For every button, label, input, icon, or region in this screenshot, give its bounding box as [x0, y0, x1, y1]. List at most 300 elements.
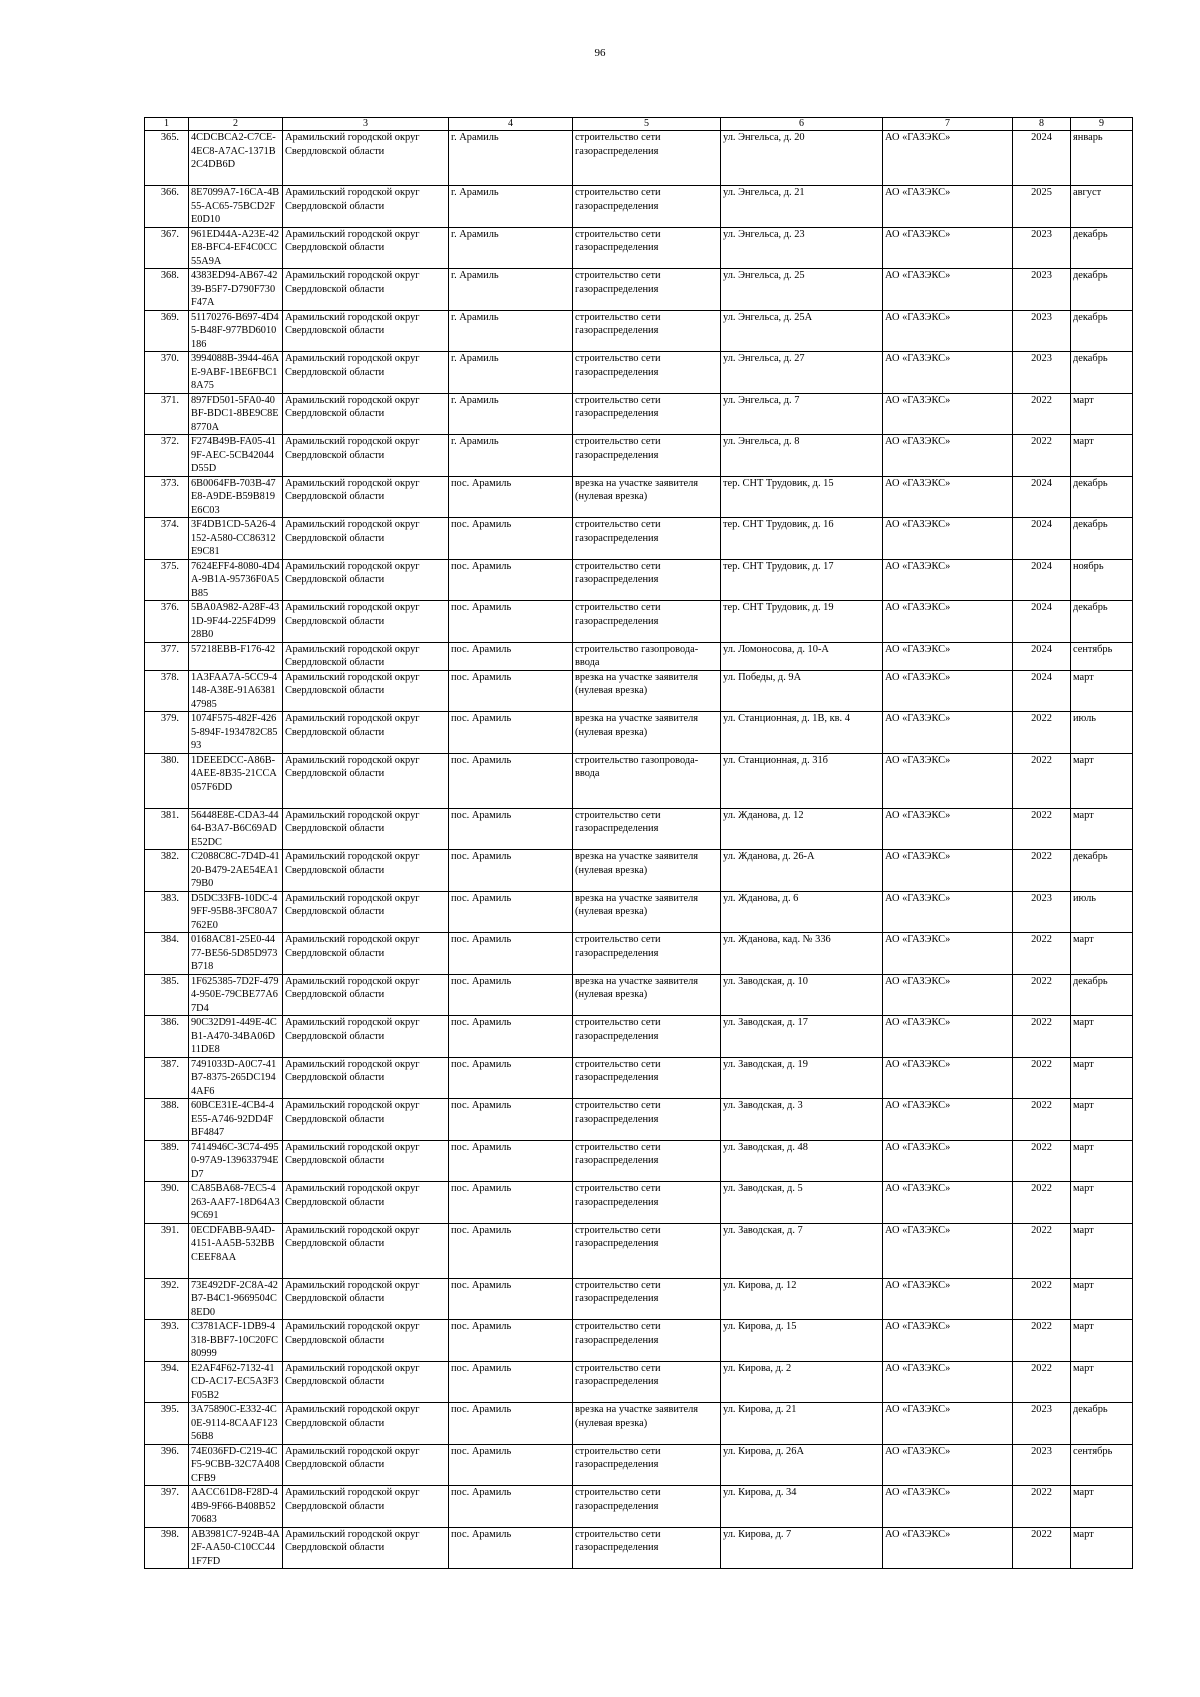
year-cell: 2022	[1013, 1099, 1071, 1141]
municipality-cell: Арамильский городской округ Свердловской области	[283, 1182, 449, 1224]
organization-cell: АО «ГАЗЭКС»	[883, 435, 1013, 477]
month-cell: июль	[1071, 712, 1133, 754]
table-row	[145, 642, 1133, 670]
object-id-cell: 4CDCBCA2-C7CE-4EC8-A7AC-1371B2C4DB6D	[189, 131, 283, 186]
settlement-cell: г. Арамиль	[449, 310, 573, 352]
work-type-cell: строительство сети газораспределения	[573, 601, 721, 643]
year-cell: 2024	[1013, 670, 1071, 712]
organization-cell: АО «ГАЗЭКС»	[883, 1278, 1013, 1320]
address-cell: ул. Заводская, д. 19	[721, 1057, 883, 1099]
year-cell: 2022	[1013, 933, 1071, 975]
address-cell: ул. Ломоносова, д. 10-А	[721, 642, 883, 670]
table-row	[145, 1016, 1133, 1058]
year-cell: 2023	[1013, 227, 1071, 269]
organization-cell: АО «ГАЗЭКС»	[883, 352, 1013, 394]
object-id-cell: 90C32D91-449E-4CB1-A470-34BA06D11DE8	[189, 1016, 283, 1058]
organization-cell: АО «ГАЗЭКС»	[883, 186, 1013, 228]
settlement-cell: пос. Арамиль	[449, 1403, 573, 1445]
header-cell-8: 8	[1013, 118, 1071, 131]
month-cell: март	[1071, 1361, 1133, 1403]
municipality-cell: Арамильский городской округ Свердловской области	[283, 1140, 449, 1182]
municipality-cell: Арамильский городской округ Свердловской области	[283, 601, 449, 643]
settlement-cell: пос. Арамиль	[449, 1223, 573, 1278]
table-row	[145, 1223, 1133, 1278]
object-id-cell: C2088C8C-7D4D-4120-B479-2AE54EA179B0	[189, 850, 283, 892]
organization-cell: АО «ГАЗЭКС»	[883, 559, 1013, 601]
year-cell: 2024	[1013, 476, 1071, 518]
work-type-cell: строительство сети газораспределения	[573, 1099, 721, 1141]
work-type-cell: врезка на участке заявителя (нулевая врезка)	[573, 712, 721, 754]
settlement-cell: пос. Арамиль	[449, 601, 573, 643]
work-type-cell: строительство сети газораспределения	[573, 1527, 721, 1569]
month-cell: март	[1071, 1099, 1133, 1141]
work-type-cell: строительство сети газораспределения	[573, 1057, 721, 1099]
row-number-cell: 382.	[145, 850, 189, 892]
row-number-cell: 397.	[145, 1486, 189, 1528]
object-id-cell: 897FD501-5FA0-40BF-BDC1-8BE9C8E8770A	[189, 393, 283, 435]
address-cell: ул. Заводская, д. 7	[721, 1223, 883, 1278]
month-cell: март	[1071, 1486, 1133, 1528]
year-cell: 2022	[1013, 1140, 1071, 1182]
settlement-cell: пос. Арамиль	[449, 974, 573, 1016]
settlement-cell: пос. Арамиль	[449, 1016, 573, 1058]
row-number-cell: 370.	[145, 352, 189, 394]
month-cell: сентябрь	[1071, 642, 1133, 670]
object-id-cell: 961ED44A-A23E-42E8-BFC4-EF4C0CC55A9A	[189, 227, 283, 269]
year-cell: 2022	[1013, 1223, 1071, 1278]
month-cell: сентябрь	[1071, 1444, 1133, 1486]
work-type-cell: строительство сети газораспределения	[573, 131, 721, 186]
month-cell: март	[1071, 1140, 1133, 1182]
table-row	[145, 1403, 1133, 1445]
month-cell: март	[1071, 1016, 1133, 1058]
municipality-cell: Арамильский городской округ Свердловской области	[283, 1486, 449, 1528]
settlement-cell: г. Арамиль	[449, 435, 573, 477]
month-cell: март	[1071, 1320, 1133, 1362]
month-cell: январь	[1071, 131, 1133, 186]
address-cell: ул. Энгельса, д. 20	[721, 131, 883, 186]
address-cell: ул. Жданова, кад. № 336	[721, 933, 883, 975]
year-cell: 2022	[1013, 1320, 1071, 1362]
municipality-cell: Арамильский городской округ Свердловской области	[283, 352, 449, 394]
address-cell: ул. Кирова, д. 26А	[721, 1444, 883, 1486]
settlement-cell: г. Арамиль	[449, 131, 573, 186]
municipality-cell: Арамильский городской округ Свердловской области	[283, 559, 449, 601]
year-cell: 2022	[1013, 1182, 1071, 1224]
year-cell: 2022	[1013, 974, 1071, 1016]
work-type-cell: строительство сети газораспределения	[573, 1486, 721, 1528]
data-table	[144, 117, 1133, 1569]
header-row	[145, 118, 1133, 131]
municipality-cell: Арамильский городской округ Свердловской области	[283, 227, 449, 269]
address-cell: ул. Энгельса, д. 25	[721, 269, 883, 311]
settlement-cell: пос. Арамиль	[449, 753, 573, 808]
address-cell: ул. Кирова, д. 34	[721, 1486, 883, 1528]
settlement-cell: пос. Арамиль	[449, 850, 573, 892]
organization-cell: АО «ГАЗЭКС»	[883, 1099, 1013, 1141]
organization-cell: АО «ГАЗЭКС»	[883, 269, 1013, 311]
organization-cell: АО «ГАЗЭКС»	[883, 670, 1013, 712]
header-cell-3: 3	[283, 118, 449, 131]
table-row	[145, 974, 1133, 1016]
municipality-cell: Арамильский городской округ Свердловской области	[283, 670, 449, 712]
object-id-cell: 3F4DB1CD-5A26-4152-A580-CC86312E9C81	[189, 518, 283, 560]
header-cell-9: 9	[1071, 118, 1133, 131]
work-type-cell: строительство газопровода-ввода	[573, 642, 721, 670]
object-id-cell: 1074F575-482F-4265-894F-1934782C8593	[189, 712, 283, 754]
table-row	[145, 269, 1133, 311]
work-type-cell: строительство сети газораспределения	[573, 1182, 721, 1224]
table-row	[145, 352, 1133, 394]
month-cell: март	[1071, 1527, 1133, 1569]
table-row	[145, 891, 1133, 933]
object-id-cell: 6B0064FB-703B-47E8-A9DE-B59B819E6C03	[189, 476, 283, 518]
object-id-cell: D5DC33FB-10DC-49FF-95B8-3FC80A7762E0	[189, 891, 283, 933]
object-id-cell: 60BCE31E-4CB4-4E55-A746-92DD4FBF4847	[189, 1099, 283, 1141]
work-type-cell: строительство сети газораспределения	[573, 1361, 721, 1403]
settlement-cell: пос. Арамиль	[449, 1486, 573, 1528]
object-id-cell: 1A3FAA7A-5CC9-4148-A38E-91A638147985	[189, 670, 283, 712]
organization-cell: АО «ГАЗЭКС»	[883, 1403, 1013, 1445]
address-cell: ул. Кирова, д. 7	[721, 1527, 883, 1569]
municipality-cell: Арамильский городской округ Свердловской области	[283, 1403, 449, 1445]
work-type-cell: строительство сети газораспределения	[573, 393, 721, 435]
object-id-cell: 1F625385-7D2F-4794-950E-79CBE77A67D4	[189, 974, 283, 1016]
year-cell: 2023	[1013, 310, 1071, 352]
municipality-cell: Арамильский городской округ Свердловской области	[283, 1361, 449, 1403]
row-number-cell: 394.	[145, 1361, 189, 1403]
year-cell: 2022	[1013, 712, 1071, 754]
work-type-cell: строительство сети газораспределения	[573, 227, 721, 269]
row-number-cell: 375.	[145, 559, 189, 601]
month-cell: август	[1071, 186, 1133, 228]
month-cell: ноябрь	[1071, 559, 1133, 601]
address-cell: ул. Энгельса, д. 8	[721, 435, 883, 477]
page-number: 96	[594, 47, 606, 59]
settlement-cell: пос. Арамиль	[449, 559, 573, 601]
row-number-cell: 369.	[145, 310, 189, 352]
municipality-cell: Арамильский городской округ Свердловской области	[283, 1444, 449, 1486]
row-number-cell: 388.	[145, 1099, 189, 1141]
year-cell: 2022	[1013, 850, 1071, 892]
row-number-cell: 372.	[145, 435, 189, 477]
year-cell: 2024	[1013, 518, 1071, 560]
row-number-cell: 396.	[145, 1444, 189, 1486]
settlement-cell: пос. Арамиль	[449, 933, 573, 975]
object-id-cell: 0168AC81-25E0-4477-BE56-5D85D973B718	[189, 933, 283, 975]
organization-cell: АО «ГАЗЭКС»	[883, 601, 1013, 643]
organization-cell: АО «ГАЗЭКС»	[883, 808, 1013, 850]
address-cell: ул. Энгельса, д. 7	[721, 393, 883, 435]
settlement-cell: г. Арамиль	[449, 227, 573, 269]
work-type-cell: строительство сети газораспределения	[573, 310, 721, 352]
address-cell: ул. Станционная, д. 31б	[721, 753, 883, 808]
settlement-cell: пос. Арамиль	[449, 1361, 573, 1403]
work-type-cell: строительство сети газораспределения	[573, 1223, 721, 1278]
organization-cell: АО «ГАЗЭКС»	[883, 393, 1013, 435]
organization-cell: АО «ГАЗЭКС»	[883, 310, 1013, 352]
year-cell: 2022	[1013, 753, 1071, 808]
table-row	[145, 1057, 1133, 1099]
header-cell-6: 6	[721, 118, 883, 131]
table-row	[145, 227, 1133, 269]
object-id-cell: 7491033D-A0C7-41B7-8375-265DC1944AF6	[189, 1057, 283, 1099]
object-id-cell: 8E7099A7-16CA-4B55-AC65-75BCD2FE0D10	[189, 186, 283, 228]
work-type-cell: строительство сети газораспределения	[573, 186, 721, 228]
address-cell: тер. СНТ Трудовик, д. 15	[721, 476, 883, 518]
year-cell: 2022	[1013, 1361, 1071, 1403]
municipality-cell: Арамильский городской округ Свердловской области	[283, 131, 449, 186]
table-row	[145, 933, 1133, 975]
work-type-cell: строительство сети газораспределения	[573, 1140, 721, 1182]
settlement-cell: пос. Арамиль	[449, 1140, 573, 1182]
month-cell: декабрь	[1071, 518, 1133, 560]
municipality-cell: Арамильский городской округ Свердловской области	[283, 1057, 449, 1099]
row-number-cell: 381.	[145, 808, 189, 850]
address-cell: ул. Энгельса, д. 27	[721, 352, 883, 394]
address-cell: ул. Заводская, д. 3	[721, 1099, 883, 1141]
table-row	[145, 753, 1133, 808]
address-cell: ул. Энгельса, д. 25А	[721, 310, 883, 352]
work-type-cell: строительство сети газораспределения	[573, 352, 721, 394]
row-number-cell: 368.	[145, 269, 189, 311]
row-number-cell: 395.	[145, 1403, 189, 1445]
object-id-cell: CA85BA68-7EC5-4263-AAF7-18D64A39C691	[189, 1182, 283, 1224]
organization-cell: АО «ГАЗЭКС»	[883, 1016, 1013, 1058]
table-row	[145, 670, 1133, 712]
municipality-cell: Арамильский городской округ Свердловской области	[283, 1527, 449, 1569]
address-cell: ул. Станционная, д. 1В, кв. 4	[721, 712, 883, 754]
settlement-cell: пос. Арамиль	[449, 670, 573, 712]
row-number-cell: 398.	[145, 1527, 189, 1569]
table-row	[145, 712, 1133, 754]
organization-cell: АО «ГАЗЭКС»	[883, 131, 1013, 186]
municipality-cell: Арамильский городской округ Свердловской области	[283, 186, 449, 228]
header-cell-2: 2	[189, 118, 283, 131]
work-type-cell: врезка на участке заявителя (нулевая врезка)	[573, 850, 721, 892]
settlement-cell: пос. Арамиль	[449, 642, 573, 670]
settlement-cell: пос. Арамиль	[449, 1278, 573, 1320]
municipality-cell: Арамильский городской округ Свердловской области	[283, 974, 449, 1016]
month-cell: декабрь	[1071, 476, 1133, 518]
table-row	[145, 1278, 1133, 1320]
address-cell: ул. Жданова, д. 6	[721, 891, 883, 933]
municipality-cell: Арамильский городской округ Свердловской области	[283, 476, 449, 518]
municipality-cell: Арамильский городской округ Свердловской области	[283, 891, 449, 933]
address-cell: ул. Заводская, д. 48	[721, 1140, 883, 1182]
address-cell: ул. Победы, д. 9А	[721, 670, 883, 712]
settlement-cell: г. Арамиль	[449, 393, 573, 435]
object-id-cell: 7414946C-3C74-4950-97A9-139633794ED7	[189, 1140, 283, 1182]
work-type-cell: строительство сети газораспределения	[573, 808, 721, 850]
header-cell-5: 5	[573, 118, 721, 131]
month-cell: март	[1071, 670, 1133, 712]
year-cell: 2022	[1013, 1278, 1071, 1320]
organization-cell: АО «ГАЗЭКС»	[883, 1486, 1013, 1528]
month-cell: декабрь	[1071, 227, 1133, 269]
row-number-cell: 380.	[145, 753, 189, 808]
municipality-cell: Арамильский городской округ Свердловской области	[283, 435, 449, 477]
settlement-cell: пос. Арамиль	[449, 712, 573, 754]
month-cell: март	[1071, 753, 1133, 808]
settlement-cell: пос. Арамиль	[449, 1527, 573, 1569]
row-number-cell: 389.	[145, 1140, 189, 1182]
municipality-cell: Арамильский городской округ Свердловской области	[283, 393, 449, 435]
row-number-cell: 376.	[145, 601, 189, 643]
address-cell: тер. СНТ Трудовик, д. 16	[721, 518, 883, 560]
address-cell: ул. Заводская, д. 17	[721, 1016, 883, 1058]
header-cell-1: 1	[145, 118, 189, 131]
work-type-cell: врезка на участке заявителя (нулевая врезка)	[573, 1403, 721, 1445]
object-id-cell: 0ECDFABB-9A4D-4151-AA5B-532BBCEEF8AA	[189, 1223, 283, 1278]
month-cell: декабрь	[1071, 850, 1133, 892]
year-cell: 2023	[1013, 891, 1071, 933]
month-cell: декабрь	[1071, 1403, 1133, 1445]
settlement-cell: пос. Арамиль	[449, 1320, 573, 1362]
settlement-cell: пос. Арамиль	[449, 1444, 573, 1486]
work-type-cell: врезка на участке заявителя (нулевая врезка)	[573, 476, 721, 518]
object-id-cell: 4383ED94-AB67-4239-B5F7-D790F730F47A	[189, 269, 283, 311]
month-cell: март	[1071, 1278, 1133, 1320]
month-cell: март	[1071, 1057, 1133, 1099]
year-cell: 2024	[1013, 642, 1071, 670]
municipality-cell: Арамильский городской округ Свердловской области	[283, 310, 449, 352]
settlement-cell: пос. Арамиль	[449, 808, 573, 850]
organization-cell: АО «ГАЗЭКС»	[883, 974, 1013, 1016]
month-cell: декабрь	[1071, 352, 1133, 394]
settlement-cell: г. Арамиль	[449, 186, 573, 228]
table-row	[145, 1486, 1133, 1528]
month-cell: март	[1071, 393, 1133, 435]
municipality-cell: Арамильский городской округ Свердловской области	[283, 642, 449, 670]
year-cell: 2022	[1013, 1016, 1071, 1058]
header-cell-4: 4	[449, 118, 573, 131]
municipality-cell: Арамильский городской округ Свердловской области	[283, 269, 449, 311]
settlement-cell: пос. Арамиль	[449, 1099, 573, 1141]
row-number-cell: 373.	[145, 476, 189, 518]
month-cell: март	[1071, 933, 1133, 975]
object-id-cell: 74E036FD-C219-4CF5-9CBB-32C7A408CFB9	[189, 1444, 283, 1486]
month-cell: декабрь	[1071, 310, 1133, 352]
object-id-cell: 3994088B-3944-46AE-9ABF-1BE6FBC18A75	[189, 352, 283, 394]
row-number-cell: 390.	[145, 1182, 189, 1224]
year-cell: 2023	[1013, 1403, 1071, 1445]
table-row	[145, 186, 1133, 228]
month-cell: июль	[1071, 891, 1133, 933]
organization-cell: АО «ГАЗЭКС»	[883, 1444, 1013, 1486]
organization-cell: АО «ГАЗЭКС»	[883, 1057, 1013, 1099]
municipality-cell: Арамильский городской округ Свердловской области	[283, 933, 449, 975]
month-cell: март	[1071, 1182, 1133, 1224]
year-cell: 2024	[1013, 131, 1071, 186]
municipality-cell: Арамильский городской округ Свердловской области	[283, 1016, 449, 1058]
row-number-cell: 367.	[145, 227, 189, 269]
table-row	[145, 131, 1133, 186]
municipality-cell: Арамильский городской округ Свердловской области	[283, 753, 449, 808]
row-number-cell: 366.	[145, 186, 189, 228]
table-row	[145, 435, 1133, 477]
municipality-cell: Арамильский городской округ Свердловской области	[283, 1278, 449, 1320]
work-type-cell: врезка на участке заявителя (нулевая врезка)	[573, 974, 721, 1016]
municipality-cell: Арамильский городской округ Свердловской области	[283, 1223, 449, 1278]
row-number-cell: 392.	[145, 1278, 189, 1320]
object-id-cell: 73E492DF-2C8A-42B7-B4C1-9669504C8ED0	[189, 1278, 283, 1320]
table-row	[145, 850, 1133, 892]
row-number-cell: 377.	[145, 642, 189, 670]
row-number-cell: 365.	[145, 131, 189, 186]
address-cell: ул. Жданова, д. 26-А	[721, 850, 883, 892]
settlement-cell: г. Арамиль	[449, 269, 573, 311]
work-type-cell: строительство сети газораспределения	[573, 435, 721, 477]
organization-cell: АО «ГАЗЭКС»	[883, 712, 1013, 754]
table-row	[145, 559, 1133, 601]
organization-cell: АО «ГАЗЭКС»	[883, 476, 1013, 518]
object-id-cell: 7624EFF4-8080-4D4A-9B1A-95736F0A5B85	[189, 559, 283, 601]
organization-cell: АО «ГАЗЭКС»	[883, 891, 1013, 933]
organization-cell: АО «ГАЗЭКС»	[883, 1527, 1013, 1569]
organization-cell: АО «ГАЗЭКС»	[883, 227, 1013, 269]
organization-cell: АО «ГАЗЭКС»	[883, 1223, 1013, 1278]
row-number-cell: 374.	[145, 518, 189, 560]
object-id-cell: AACC61D8-F28D-44B9-9F66-B408B5270683	[189, 1486, 283, 1528]
year-cell: 2024	[1013, 601, 1071, 643]
table-row	[145, 393, 1133, 435]
municipality-cell: Арамильский городской округ Свердловской области	[283, 712, 449, 754]
work-type-cell: строительство сети газораспределения	[573, 1320, 721, 1362]
row-number-cell: 384.	[145, 933, 189, 975]
table-row	[145, 808, 1133, 850]
table-row	[145, 1361, 1133, 1403]
table-row	[145, 518, 1133, 560]
table-row	[145, 310, 1133, 352]
address-cell: ул. Кирова, д. 2	[721, 1361, 883, 1403]
month-cell: декабрь	[1071, 269, 1133, 311]
settlement-cell: пос. Арамиль	[449, 476, 573, 518]
object-id-cell: 3A75890C-E332-4C0E-9114-8CAAF12356B8	[189, 1403, 283, 1445]
header-cell-7: 7	[883, 118, 1013, 131]
year-cell: 2023	[1013, 352, 1071, 394]
month-cell: март	[1071, 808, 1133, 850]
settlement-cell: пос. Арамиль	[449, 518, 573, 560]
organization-cell: АО «ГАЗЭКС»	[883, 1182, 1013, 1224]
work-type-cell: строительство сети газораспределения	[573, 269, 721, 311]
municipality-cell: Арамильский городской округ Свердловской области	[283, 518, 449, 560]
object-id-cell: 5BA0A982-A28F-431D-9F44-225F4D9928B0	[189, 601, 283, 643]
row-number-cell: 386.	[145, 1016, 189, 1058]
work-type-cell: строительство сети газораспределения	[573, 933, 721, 975]
year-cell: 2022	[1013, 1486, 1071, 1528]
work-type-cell: строительство сети газораспределения	[573, 518, 721, 560]
work-type-cell: строительство сети газораспределения	[573, 1444, 721, 1486]
row-number-cell: 393.	[145, 1320, 189, 1362]
row-number-cell: 371.	[145, 393, 189, 435]
address-cell: ул. Заводская, д. 10	[721, 974, 883, 1016]
object-id-cell: F274B49B-FA05-419F-AEC-5CB42044D55D	[189, 435, 283, 477]
address-cell: ул. Кирова, д. 12	[721, 1278, 883, 1320]
organization-cell: АО «ГАЗЭКС»	[883, 753, 1013, 808]
object-id-cell: AB3981C7-924B-4A2F-AA50-C10CC441F7FD	[189, 1527, 283, 1569]
year-cell: 2023	[1013, 269, 1071, 311]
year-cell: 2025	[1013, 186, 1071, 228]
table-row	[145, 1320, 1133, 1362]
work-type-cell: строительство газопровода-ввода	[573, 753, 721, 808]
object-id-cell: 51170276-B697-4D45-B48F-977BD6010186	[189, 310, 283, 352]
address-cell: ул. Кирова, д. 15	[721, 1320, 883, 1362]
municipality-cell: Арамильский городской округ Свердловской области	[283, 850, 449, 892]
object-id-cell: 1DEEEDCC-A86B-4AEE-8B35-21CCA057F6DD	[189, 753, 283, 808]
row-number-cell: 383.	[145, 891, 189, 933]
year-cell: 2022	[1013, 1527, 1071, 1569]
